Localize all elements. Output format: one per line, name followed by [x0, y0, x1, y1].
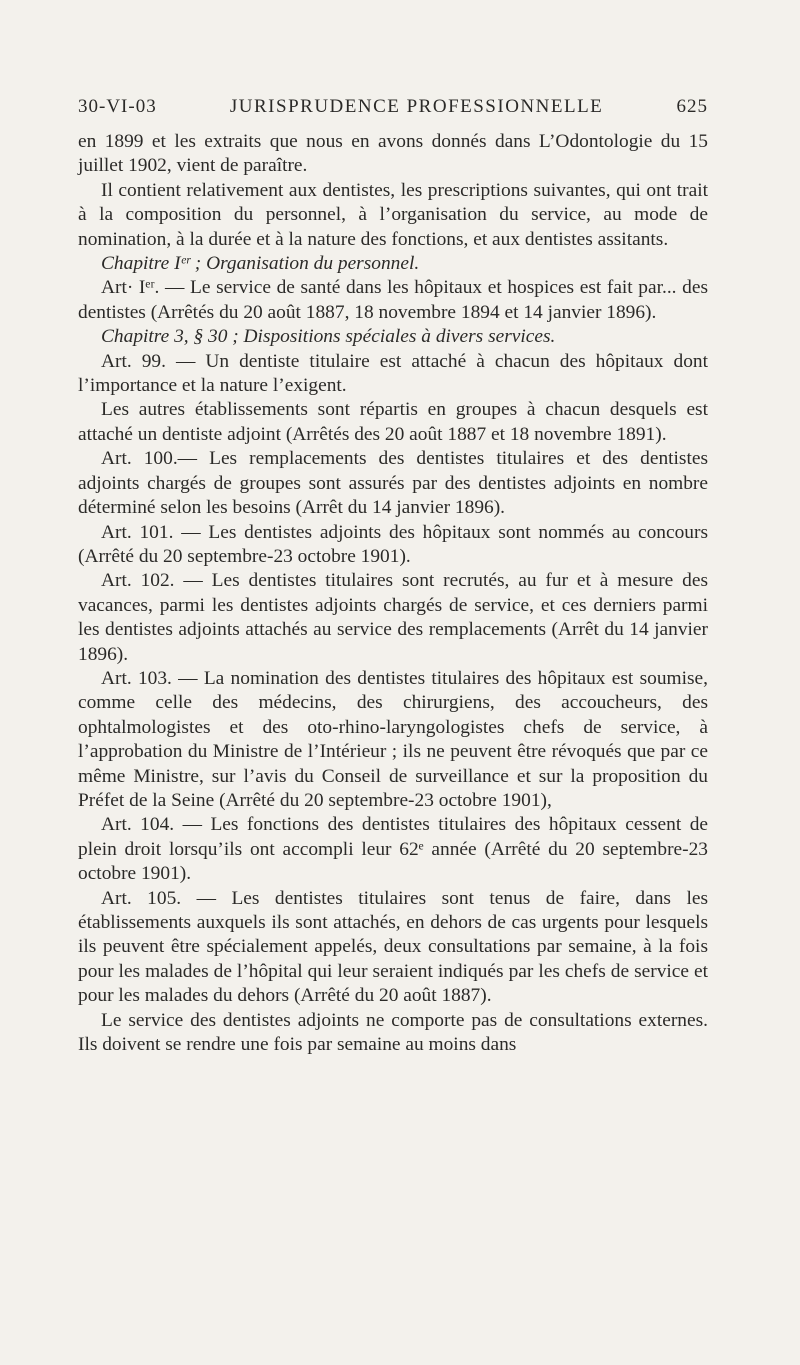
article-paragraph: Art. 99. — Un dentiste titulaire est attaché à chacun des hôpitaux dont l’importance et la nature l’exigent. [78, 350, 708, 397]
page-number: 625 [676, 96, 708, 117]
article-paragraph: Art. 100.— Les remplacements des dentistes titulaires et des dentistes adjoints chargés de groupes sont assurés par des dentistes adjoints en nombre déterminé selon les besoins (Arrêt du 14 janvier 1896). [78, 448, 708, 519]
chapter-heading: Chapitre Iᵉʳ ; Organisation du personnel. [101, 253, 420, 275]
paragraph: Il contient relativement aux dentistes, les prescriptions suivantes, qui ont trait à la composition du personnel, à l’organisation du service, au mode de nomination, à la durée et à la nature des fonctions, et aux dentistes assitants. [78, 179, 708, 250]
article-paragraph: Art. 102. — Les dentistes titulaires sont recrutés, au fur et à mesure des vacances, parmi les dentistes adjoints chargés de service, et ces derniers parmi les dentistes adjoints attachés au service des remplacements (Arrêt du 14 janvier 1896). [78, 570, 708, 665]
paragraph: Les autres établissements sont répartis en groupes à chacun desquels est attaché un dentiste adjoint (Arrêtés des 20 août 1887 et 18 novembre 1891). [78, 399, 708, 445]
paragraph: Le service des dentistes adjoints ne comporte pas de consultations externes. Ils doivent se rendre une fois par semaine au moins dans [78, 1009, 708, 1056]
article-paragraph: Art. 104. — Les fonctions des dentistes titulaires des hôpitaux cessent de plein droit lorsqu’ils ont accompli leur 62ᵉ année (Arrêté du 20 septembre-23 octobre 1901). [78, 814, 708, 885]
article-paragraph: Art. 105. — Les dentistes titulaires sont tenus de faire, dans les établissements auxquels ils sont attachés, en dehors de cas urgents pour lesquels ils peuvent être spécialement appelés, deux consultations par semaine, à la fois pour les malades de l’hôpital qui leur seraient indiqués par les chefs de service et pour les malades du dehors (Arrêté du 20 août 1887). [78, 887, 708, 1007]
chapter-heading: Chapitre 3, § 30 ; Dispositions spéciales à divers services. [101, 326, 556, 348]
article-paragraph: Art· Iᵉʳ. — Le service de santé dans les hôpitaux et hospices est fait par... des dentistes (Arrêtés du 20 août 1887, 18 novembre 1894 et 14 janvier 1896). [78, 277, 708, 323]
article-paragraph: Art. 103. — La nomination des dentistes titulaires des hôpitaux est soumise, comme celle des médecins, des chirurgiens, des accoucheurs, des ophtalmologistes et des oto-rhino-laryngologistes chefs de service, à l’approbation du Ministre de l’Intérieur ; ils ne peuvent être révoqués que par ce même Ministre, sur l’avis du Conseil de surveillance et sur la proposition du Préfet de la Seine (Arrêté du 20 septembre-23 octobre 1901), [78, 667, 708, 811]
article-paragraph: Art. 101. — Les dentistes adjoints des hôpitaux sont nommés au concours (Arrêté du 20 septembre-23 octobre 1901). [78, 521, 708, 567]
header-title: JURISPRUDENCE PROFESSIONNELLE [229, 96, 604, 117]
running-header [78, 96, 708, 118]
body-text [78, 130, 708, 1057]
paragraph: en 1899 et les extraits que nous en avons donnés dans L’Odontologie du 15 juillet 1902, vient de paraître. [78, 131, 708, 177]
header-date: 30-VI-03 [78, 96, 157, 117]
